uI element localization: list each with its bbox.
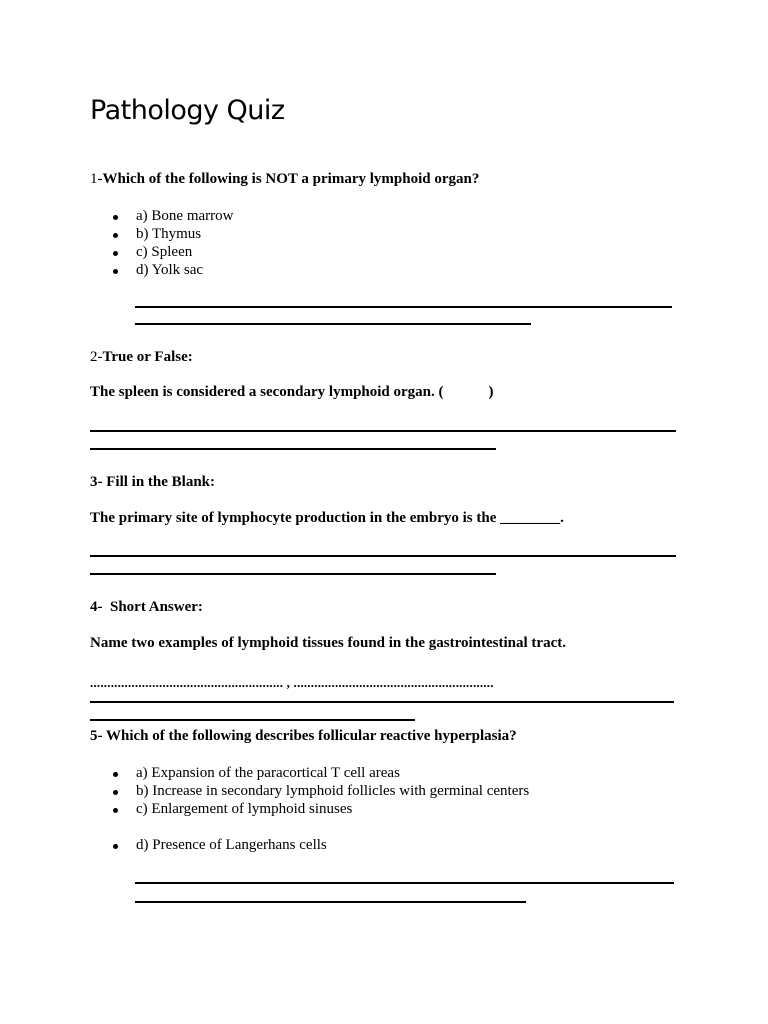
- question-5-option-b[interactable]: b) Increase in secondary lymphoid follicles with germinal centers: [136, 783, 530, 799]
- question-5-text: 5- Which of the following describes follicular reactive hyperplasia?: [90, 728, 517, 744]
- question-2-number: 2-: [90, 349, 103, 365]
- bullet-icon: [113, 772, 118, 777]
- bullet-icon: [113, 215, 118, 220]
- bullet-icon: [113, 790, 118, 795]
- bullet-icon: [113, 269, 118, 274]
- question-5-option-c[interactable]: c) Enlargement of lymphoid sinuses: [136, 801, 353, 817]
- question-1-text: Which of the following is NOT a primary lymphoid organ?: [102, 171, 480, 187]
- question-2-heading: True or False:: [102, 349, 193, 365]
- bullet-icon: [113, 844, 118, 849]
- bullet-icon: [113, 233, 118, 238]
- answer-line[interactable]: [135, 323, 531, 325]
- question-1-option-d[interactable]: d) Yolk sac: [136, 262, 204, 278]
- question-4-heading: 4- Short Answer:: [90, 599, 203, 615]
- question-1: [90, 171, 479, 188]
- question-1-option-c[interactable]: c) Spleen: [136, 244, 193, 260]
- question-3-statement: The primary site of lymphocyte production in the embryo is the ________.: [90, 510, 564, 526]
- bullet-icon: [113, 251, 118, 256]
- question-2-statement: The spleen is considered a secondary lymphoid organ. ( ): [90, 384, 494, 400]
- question-5-option-d[interactable]: d) Presence of Langerhans cells: [136, 837, 327, 853]
- answer-line[interactable]: [135, 306, 672, 308]
- question-5-option-a[interactable]: a) Expansion of the paracortical T cell areas: [136, 765, 400, 781]
- answer-line[interactable]: [90, 555, 676, 557]
- bullet-icon: [113, 808, 118, 813]
- page-title: Pathology Quiz: [90, 95, 285, 126]
- question-2: [90, 349, 193, 366]
- question-3-heading: 3- Fill in the Blank:: [90, 474, 216, 490]
- question-4-statement: Name two examples of lymphoid tissues found in the gastrointestinal tract.: [90, 635, 566, 651]
- answer-line[interactable]: [135, 901, 526, 903]
- question-1-number: 1-: [90, 171, 103, 187]
- answer-line[interactable]: [90, 719, 415, 721]
- answer-line[interactable]: [90, 430, 676, 432]
- answer-line[interactable]: [90, 701, 674, 703]
- answer-dots[interactable]: ........................................................ , ..........................................................: [90, 675, 494, 690]
- question-1-option-a[interactable]: a) Bone marrow: [136, 208, 234, 224]
- answer-line[interactable]: [135, 882, 674, 884]
- answer-line[interactable]: [90, 448, 496, 450]
- answer-line[interactable]: [90, 573, 496, 575]
- question-1-option-b[interactable]: b) Thymus: [136, 226, 202, 242]
